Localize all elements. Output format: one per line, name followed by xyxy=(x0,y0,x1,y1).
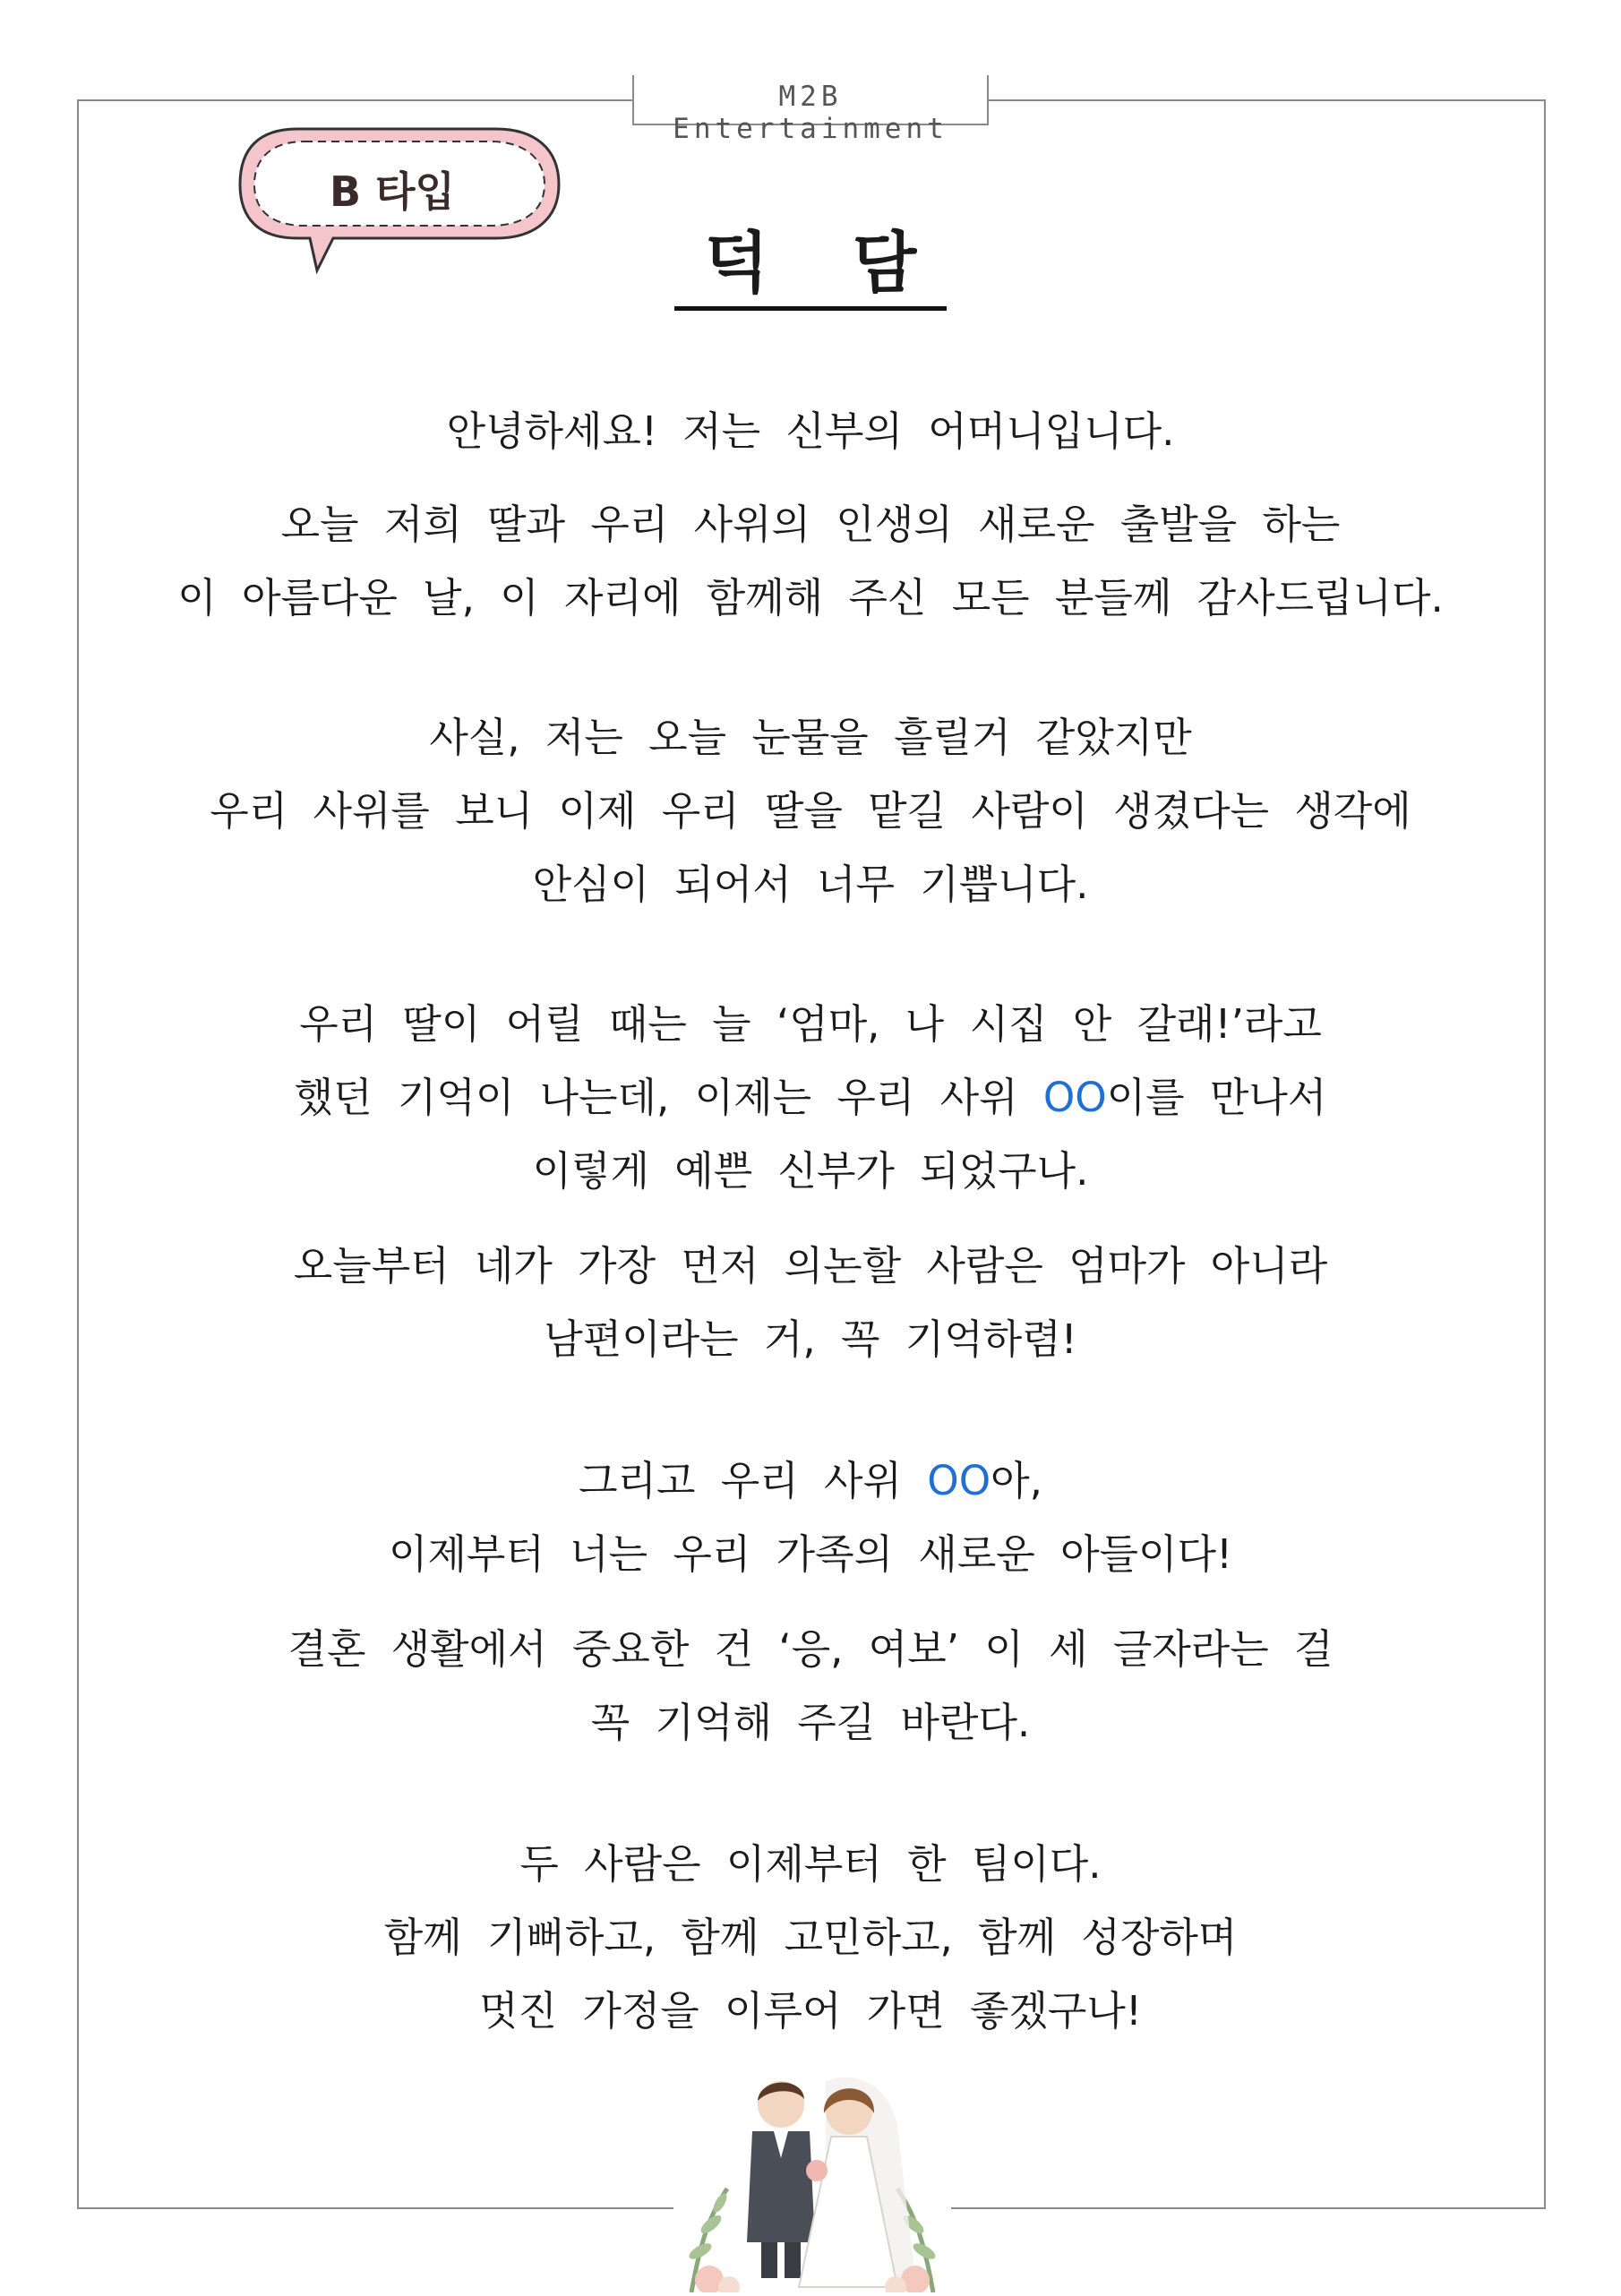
name-placeholder: OO xyxy=(1042,1074,1107,1121)
speech-line: 했던 기억이 나는데, 이제는 우리 사위 OO이를 만나서 xyxy=(294,1074,1327,1121)
name-placeholder: OO xyxy=(927,1457,991,1504)
brand-header xyxy=(632,75,989,145)
speech-line: 함께 기뻐하고, 함께 고민하고, 함께 성장하며 xyxy=(383,1914,1238,1961)
speech-line: 이렇게 예쁜 신부가 되었구나. xyxy=(532,1147,1089,1195)
speech-line: 우리 사위를 보니 이제 우리 딸을 맡길 사람이 생겼다는 생각에 xyxy=(210,787,1411,835)
page-title: 덕 담 xyxy=(0,220,1621,311)
speech-line: 꼭 기억해 주길 바란다. xyxy=(590,1699,1031,1746)
speech-line: 두 사람은 이제부터 한 팀이다. xyxy=(519,1840,1102,1888)
speech-line: 우리 딸이 어릴 때는 늘 ‘엄마, 나 시집 안 갈래!’라고 xyxy=(299,1000,1322,1048)
speech-line: 사실, 저는 오늘 눈물을 흘릴거 같았지만 xyxy=(429,714,1192,761)
speech-line: 그리고 우리 사위 OO아, xyxy=(579,1457,1042,1504)
speech-line: 오늘 저희 딸과 우리 사위의 인생의 새로운 출발을 하는 xyxy=(280,501,1341,548)
badge-label: B 타입 xyxy=(330,167,455,216)
brand-name: M2B Entertainment xyxy=(673,81,948,145)
speech-line: 안심이 되어서 너무 기쁩니다. xyxy=(532,861,1089,908)
speech-line: 멋진 가정을 이루어 가면 좋겠구나! xyxy=(479,1987,1142,2035)
speech-line: 결혼 생활에서 중요한 건 ‘응, 여보’ 이 세 글자라는 걸 xyxy=(287,1625,1334,1673)
speech-line: 이제부터 너는 우리 가족의 새로운 아들이다! xyxy=(388,1530,1233,1578)
speech-line: 오늘부터 네가 가장 먼저 의논할 사람은 엄마가 아니라 xyxy=(293,1242,1328,1289)
speech-line: 이 아름다운 날, 이 자리에 함께해 주신 모든 분들께 감사드립니다. xyxy=(177,574,1444,621)
wedding-couple-icon xyxy=(673,2072,951,2292)
speech-line: 안녕하세요! 저는 신부의 어머니입니다. xyxy=(446,407,1175,455)
wedding-couple-illustration xyxy=(673,2072,951,2292)
speech-line: 남편이라는 거, 꼭 기억하렴! xyxy=(544,1315,1077,1363)
